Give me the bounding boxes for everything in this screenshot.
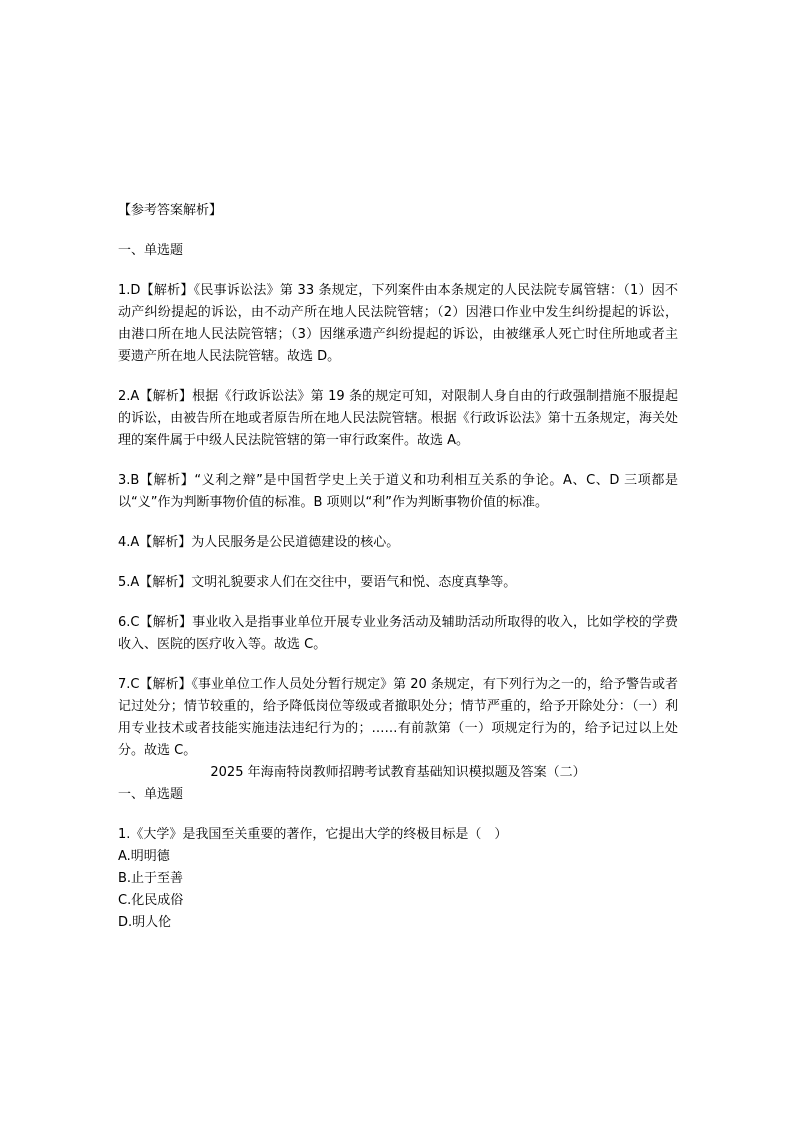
answer-explanation-6: 6.C【解析】事业收入是指事业单位开展专业业务活动及辅助活动所取得的收入，比如学校的学费收入、医院的医疗收入等。故选 C。 [118,615,678,652]
answer-explanation-4: 4.A【解析】为人民服务是公民道德建设的核心。 [118,535,400,550]
option-d: D.明人伦 [118,915,172,930]
option-c: C.化民成俗 [118,893,184,908]
document-page [118,200,678,934]
question-1: 1.《大学》是我国至关重要的著作，它提出大学的终极目标是（ ） [118,827,508,842]
question-type: 一、单选题 [118,787,184,802]
option-b: B.止于至善 [118,871,184,886]
answer-explanation-7: 7.C【解析】《事业单位工作人员处分暂行规定》第 20 条规定，有下列行为之一的，给予警告或者记过处分；情节较重的，给予降低岗位等级或者撤职处分；情节严重的，给予开除处分：（一）利用专业技术或者技能实施违法违纪行为的；……有前款第（一）项规定行为的，给予记过以上处分。故选 C。 [118,677,678,758]
answer-section-title: 【参考答案解析】 [118,203,223,218]
option-a: A.明明德 [118,849,170,864]
answer-explanation-1: 1.D【解析】《民事诉讼法》第 33 条规定，下列案件由本条规定的人民法院专属管辖：（1）因不动产纠纷提起的诉讼，由不动产所在地人民法院管辖；（2）因港口作业中发生纠纷提起的诉讼，由港口所在地人民法院管辖；（3）因继承遗产纠纷提起的诉讼，由被继承人死亡时住所地或者主要遗产所在地人民法院管辖。故选 D。 [118,283,678,364]
answer-explanation-2: 2.A【解析】根据《行政诉讼法》第 19 条的规定可知，对限制人身自由的行政强制措施不服提起的诉讼，由被告所在地或者原告所在地人民法院管辖。根据《行政诉讼法》第十五条规定，海关处理的案件属于中级人民法院管辖的第一审行政案件。故选 A。 [118,389,678,448]
answer-question-type: 一、单选题 [118,243,184,258]
answer-explanation-5: 5.A【解析】文明礼貌要求人们在交往中，要语气和悦、态度真挚等。 [118,575,517,590]
paper-title: 2025 年海南特岗教师招聘考试教育基础知识模拟题及答案（二） [210,765,586,780]
answer-explanation-3: 3.B【解析】“义利之辩”是中国哲学史上关于道义和功利相互关系的争论。A、C、D 三项都是以“义”作为判断事物价值的标准。B 项则以“利”作为判断事物价值的标准。 [118,473,678,510]
